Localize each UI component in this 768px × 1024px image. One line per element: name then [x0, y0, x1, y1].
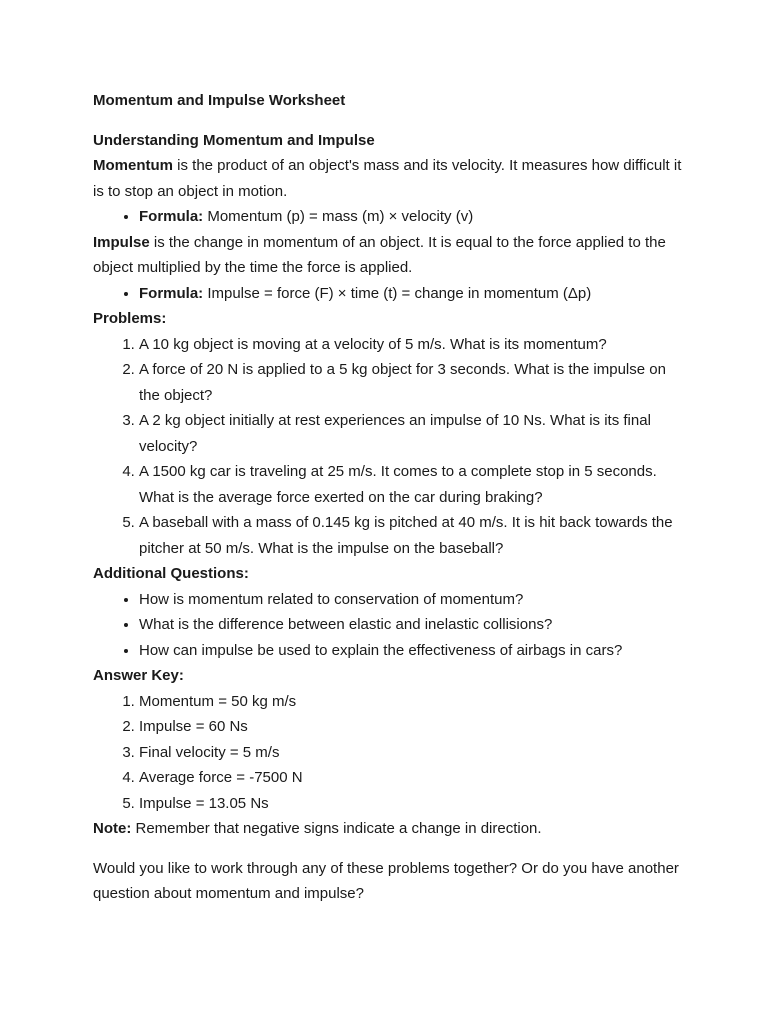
list-item: • How is momentum related to conservation of momentum? — [139, 587, 683, 613]
list-item: 1. Momentum = 50 kg m/s — [139, 689, 683, 715]
impulse-formula — [139, 281, 683, 307]
momentum-text: is the product of an object's mass and its velocity. It measures how difficult it is to stop an object in motion. — [93, 157, 682, 200]
note-text: Remember that negative signs indicate a change in direction. — [131, 820, 542, 837]
section-heading: Understanding Momentum and Impulse — [93, 131, 375, 149]
list-item: 1. A 10 kg object is moving at a velocity of 5 m/s. What is its momentum? — [139, 332, 683, 358]
problems-list — [93, 332, 683, 562]
list-item: 4. A 1500 kg car is traveling at 25 m/s. It comes to a complete stop in 5 seconds. What is the average force exerted on the car during braking? — [139, 459, 683, 510]
list-item: 3. A 2 kg object initially at rest experiences an impulse of 10 Ns. What is its final velocity? — [139, 408, 683, 459]
note — [93, 816, 683, 842]
additional-questions-heading: Additional Questions: — [93, 565, 249, 582]
momentum-definition — [93, 153, 683, 204]
formula-label: Formula: — [139, 284, 204, 302]
momentum-formula — [139, 204, 683, 230]
additional-questions-list — [93, 587, 683, 664]
list-item: 4. Average force = -7500 N — [139, 765, 683, 791]
formula-text: Impulse = force (F) × time (t) = change in momentum (Δp) — [203, 284, 592, 302]
list-item: • What is the difference between elastic and inelastic collisions? — [139, 612, 683, 638]
impulse-term: Impulse — [93, 233, 150, 251]
momentum-formula-list — [93, 204, 683, 230]
formula-text: Momentum (p) = mass (m) × velocity (v) — [203, 208, 474, 225]
formula-label: Formula: — [139, 208, 204, 225]
momentum-term: Momentum — [93, 157, 173, 174]
list-item: • How can impulse be used to explain the effectiveness of airbags in cars? — [139, 638, 683, 664]
problems-heading: Problems: — [93, 310, 167, 327]
list-item: 5. Impulse = 13.05 Ns — [139, 791, 683, 817]
list-item: 5. A baseball with a mass of 0.145 kg is pitched at 40 m/s. It is hit back towards the pitcher at 50 m/s. What is the impulse on the baseball? — [139, 510, 683, 561]
closing-paragraph: Would you like to work through any of these problems together? Or do you have another question about momentum and impulse? — [93, 859, 679, 902]
impulse-text: is the change in momentum of an object. It is equal to the force applied to the object multiplied by the time the force is applied. — [93, 233, 666, 276]
impulse-definition — [93, 230, 683, 281]
list-item: 3. Final velocity = 5 m/s — [139, 740, 683, 766]
note-label: Note: — [93, 820, 132, 837]
list-item: 2. A force of 20 N is applied to a 5 kg object for 3 seconds. What is the impulse on the object? — [139, 357, 683, 408]
answer-key-heading: Answer Key: — [93, 667, 184, 684]
answer-key-list — [93, 689, 683, 817]
list-item: 2. Impulse = 60 Ns — [139, 714, 683, 740]
impulse-formula-list — [93, 281, 683, 307]
document-title: Momentum and Impulse Worksheet — [93, 92, 346, 109]
document-page — [93, 88, 683, 907]
